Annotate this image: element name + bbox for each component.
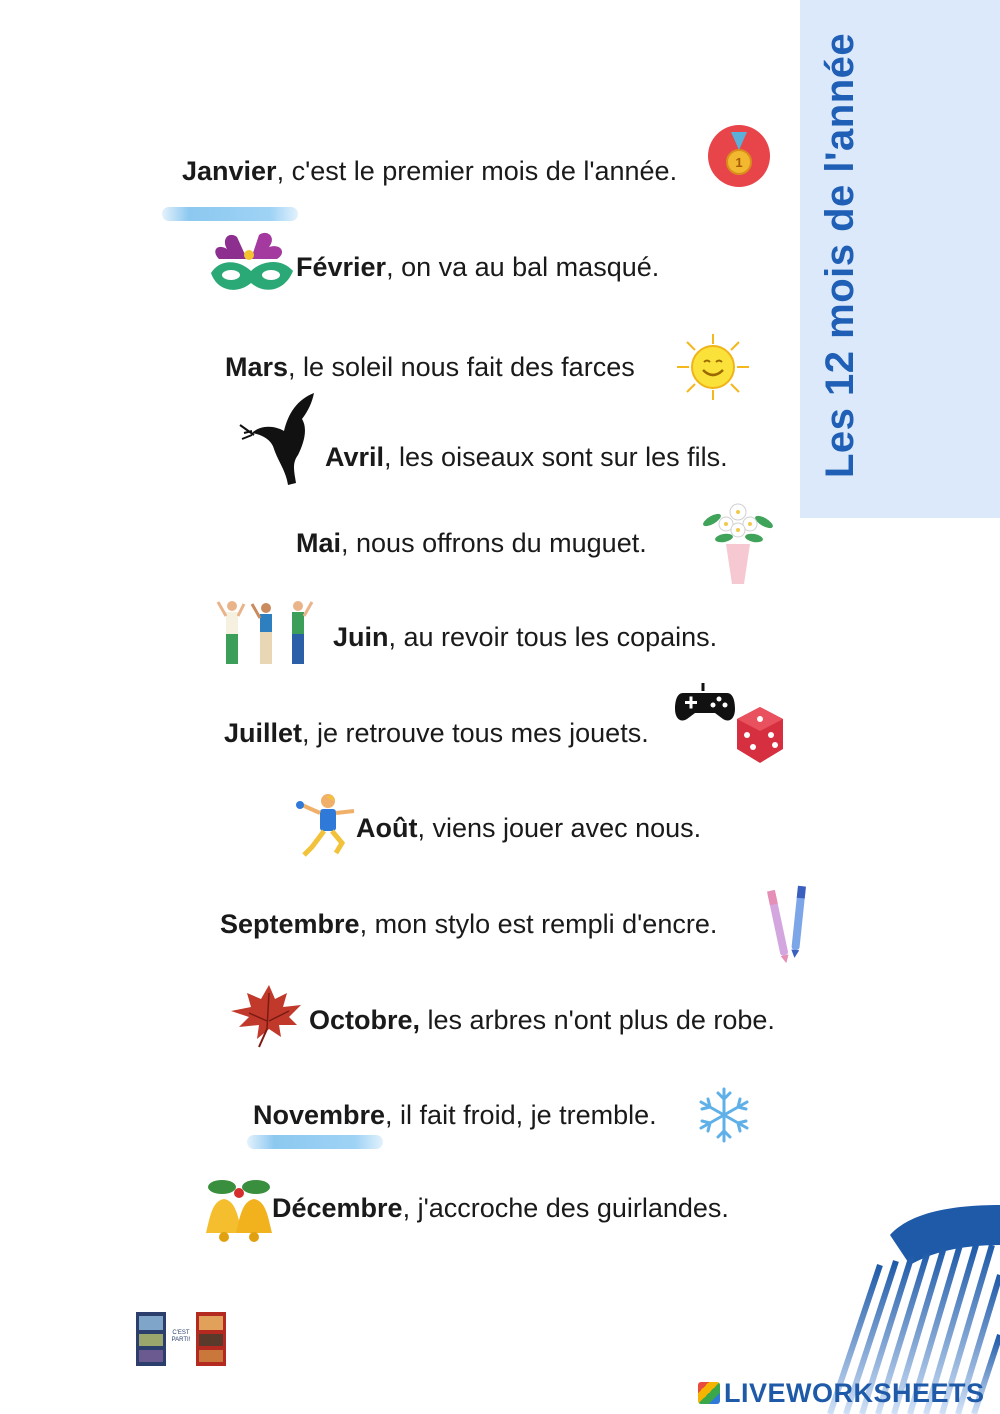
month-name: Septembre <box>220 909 360 939</box>
month-line-octobre <box>309 1004 775 1036</box>
carnival-mask-icon <box>207 229 295 303</box>
month-name: Octobre, <box>309 1005 421 1035</box>
month-line-aout <box>356 812 701 844</box>
month-text: les arbres n'ont plus de robe. <box>420 1005 775 1035</box>
month-text: , le soleil nous fait des farces <box>288 352 635 382</box>
christmas-bells-icon <box>202 1177 278 1247</box>
month-text: , les oiseaux sont sur les fils. <box>384 442 728 472</box>
liveworksheets-mark-icon <box>698 1382 720 1404</box>
month-text: , j'accroche des guirlandes. <box>402 1193 729 1223</box>
month-text: , nous offrons du muguet. <box>341 528 647 558</box>
book-label: C'EST PARTI! <box>171 1330 191 1343</box>
month-line-mai <box>296 527 647 559</box>
logo-text: LIVEWORKSHEETS <box>724 1378 985 1408</box>
month-name: Novembre <box>253 1100 386 1130</box>
svg-text:1: 1 <box>735 155 743 170</box>
month-line-juin <box>333 621 717 653</box>
page-title: Les 12 mois de l'année <box>818 32 862 478</box>
month-name: Juillet <box>224 718 303 748</box>
month-text: , au revoir tous les copains. <box>388 622 718 652</box>
child-playing-icon <box>296 791 358 863</box>
month-name: Avril <box>325 442 385 472</box>
dice-icon <box>735 705 785 765</box>
month-text: , viens jouer avec nous. <box>417 813 702 843</box>
brush-stroke <box>247 1135 383 1149</box>
month-line-septembre <box>220 908 717 940</box>
month-name: Mai <box>296 528 342 558</box>
pens-icon <box>766 884 810 966</box>
month-line-avril <box>325 441 728 473</box>
month-line-decembre <box>272 1192 729 1224</box>
month-text: , je retrouve tous mes jouets. <box>302 718 649 748</box>
bouquet-icon <box>700 498 776 586</box>
month-name: Janvier <box>182 156 277 186</box>
maple-leaf-icon <box>229 983 303 1049</box>
month-line-mars <box>225 351 635 383</box>
medal-icon <box>707 124 771 188</box>
month-line-novembre <box>253 1099 657 1131</box>
month-name: Décembre <box>272 1193 403 1223</box>
month-text: , c'est le premier mois de l'année. <box>276 156 678 186</box>
brush-stroke <box>162 207 298 221</box>
month-name: Août <box>356 813 418 843</box>
month-text: , il fait froid, je tremble. <box>385 1100 657 1130</box>
sun-icon <box>673 332 753 402</box>
month-line-janvier <box>182 155 677 187</box>
liveworksheets-logo[interactable] <box>698 1378 985 1409</box>
month-name: Mars <box>225 352 289 382</box>
month-text: , on va au bal masqué. <box>386 252 660 282</box>
month-text: , mon stylo est rempli d'encre. <box>359 909 718 939</box>
month-line-fevrier <box>296 251 659 283</box>
gamepad-icon <box>675 681 735 725</box>
month-name: Juin <box>333 622 389 652</box>
month-name: Février <box>296 252 387 282</box>
snowflake-icon <box>696 1087 752 1143</box>
book-thumbnails <box>136 1312 228 1371</box>
dancing-people-icon <box>214 598 318 672</box>
month-line-juillet <box>224 717 649 749</box>
dove-icon <box>238 391 318 489</box>
